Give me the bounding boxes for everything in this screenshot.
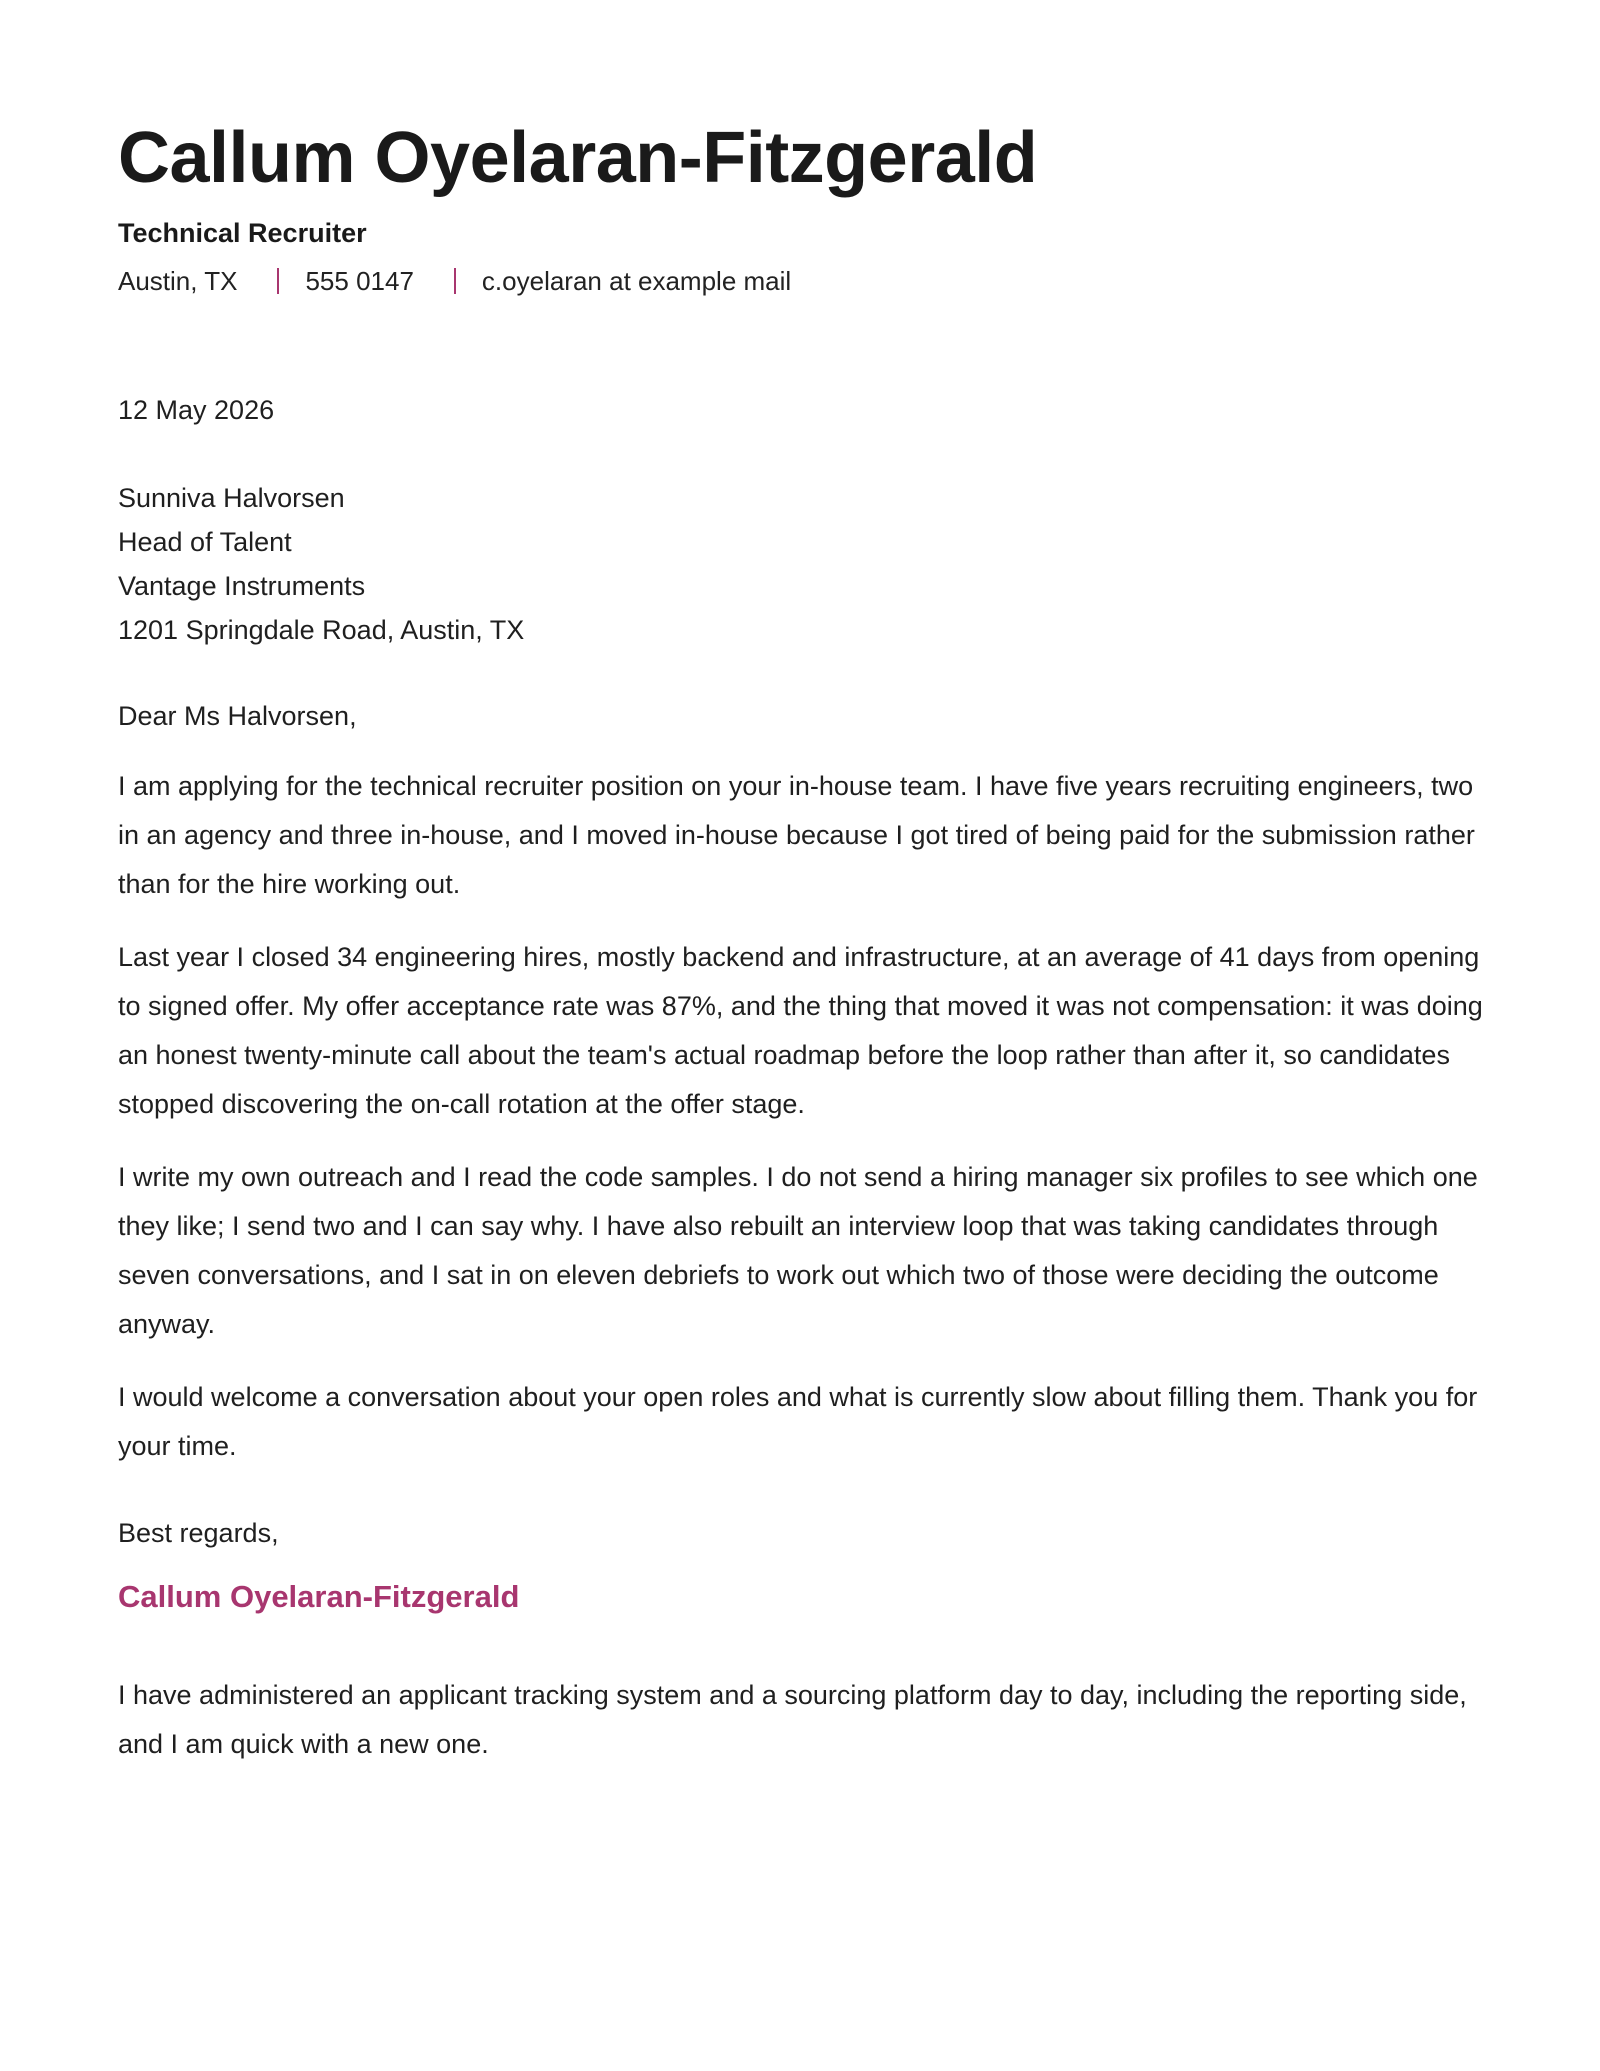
body-paragraph: I write my own outreach and I read the code samples. I do not send a hiring manager six profiles to see which one they like; I send two and I can say why. I have also rebuilt an interview loop that was taking candidates through seven conversations, and I sat in on eleven debriefs to work out which two of those were deciding the outcome anyway. [118, 1162, 1478, 1339]
recipient-name: Sunniva Halvorsen [118, 483, 345, 513]
letter-body [118, 762, 1493, 1471]
signature-name: Callum Oyelaran-Fitzgerald [118, 1579, 520, 1614]
body-paragraph: I would welcome a conversation about your open roles and what is currently slow about filling them. Thank you for your time. [118, 1382, 1478, 1461]
salutation: Dear Ms Halvorsen, [118, 701, 357, 731]
recipient-title: Head of Talent [118, 527, 292, 557]
body-paragraph: Last year I closed 34 engineering hires, mostly backend and infrastructure, at an average of 41 days from opening to signed offer. My offer acceptance rate was 87%, and the thing that moved it was not compensation: it was doing an honest twenty-minute call about the team's actual roadmap before the loop rather than after it, so candidates stopped discovering the on-call rotation at the offer stage. [118, 942, 1483, 1119]
contact-separator [277, 268, 279, 294]
letter-date: 12 May 2026 [118, 395, 275, 425]
postscript: I have administered an applicant tracking system and a sourcing platform day to day, including the reporting side, and I am quick with a new one. [118, 1680, 1467, 1759]
cover-letter-page [118, 112, 1493, 1769]
contact-phone: 555 0147 [305, 266, 414, 296]
contact-line [118, 262, 1493, 300]
closing: Best regards, [118, 1518, 279, 1548]
recipient-block [118, 476, 1493, 652]
contact-separator [454, 268, 456, 294]
applicant-job-title: Technical Recruiter [118, 218, 367, 248]
contact-email: c.oyelaran at example mail [481, 266, 792, 296]
applicant-name: Callum Oyelaran-Fitzgerald [118, 118, 1038, 198]
body-paragraph: I am applying for the technical recruiter position on your in-house team. I have five years recruiting engineers, two in an agency and three in-house, and I moved in-house because I got tired of being paid for the submission rather than for the hire working out. [118, 771, 1475, 899]
recipient-company: Vantage Instruments [118, 571, 366, 601]
recipient-address: 1201 Springdale Road, Austin, TX [118, 615, 525, 645]
contact-location: Austin, TX [118, 266, 238, 296]
